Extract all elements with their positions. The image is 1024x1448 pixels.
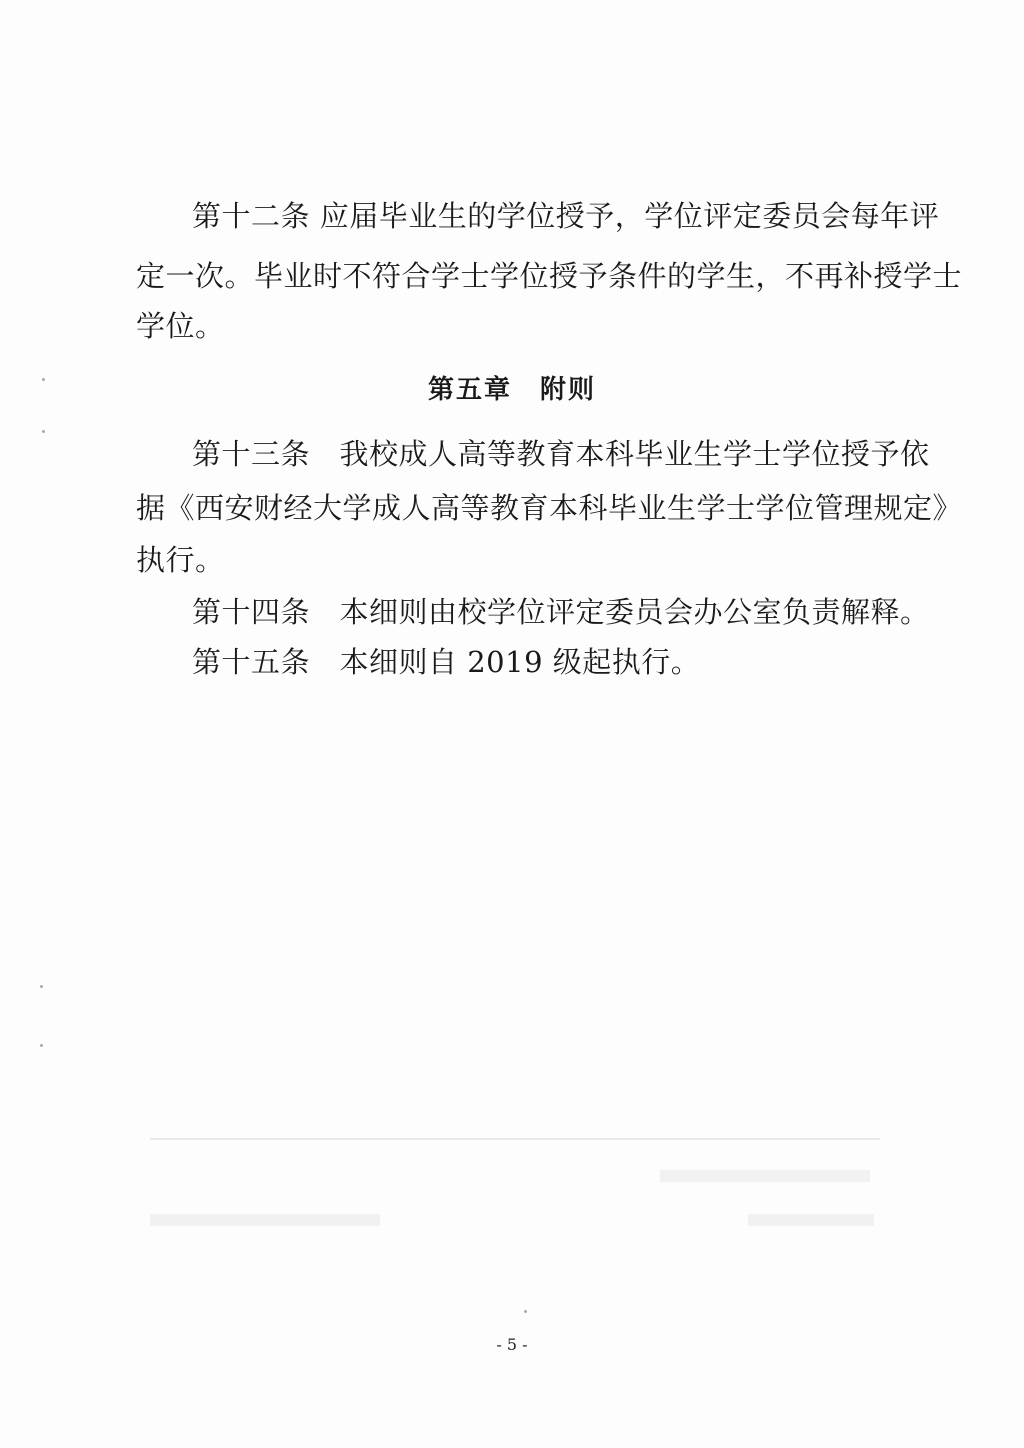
article-14: 第十四条 本细则由校学位评定委员会办公室负责解释。: [192, 595, 930, 629]
scan-speck: [40, 985, 43, 988]
scan-speck: [524, 1310, 527, 1313]
scan-artifact-smudge: [150, 1214, 380, 1226]
article-15: 第十五条 本细则自 2019 级起执行。: [192, 645, 701, 679]
scan-speck: [42, 378, 45, 381]
article-13-line-2: 据《西安财经大学成人高等教育本科毕业生学士学位管理规定》: [136, 491, 963, 525]
article-12-line-3: 学位。: [136, 309, 225, 343]
scan-artifact-smudge: [660, 1170, 870, 1182]
page-number: - 5 -: [496, 1335, 528, 1354]
article-13-line-1: 第十三条 我校成人高等教育本科毕业生学士学位授予依: [192, 437, 930, 471]
chapter-5-heading: 第五章 附则: [427, 375, 596, 405]
article-12-line-2: 定一次。毕业时不符合学士学位授予条件的学生，不再补授学士: [136, 259, 963, 293]
scan-speck: [42, 430, 45, 433]
article-12-line-1: 第十二条 应届毕业生的学位授予，学位评定委员会每年评: [192, 199, 940, 233]
scan-artifact-smudge: [748, 1214, 874, 1226]
scan-artifact-line: [150, 1138, 880, 1140]
article-13-line-3: 执行。: [136, 543, 225, 577]
scan-speck: [40, 1044, 43, 1047]
